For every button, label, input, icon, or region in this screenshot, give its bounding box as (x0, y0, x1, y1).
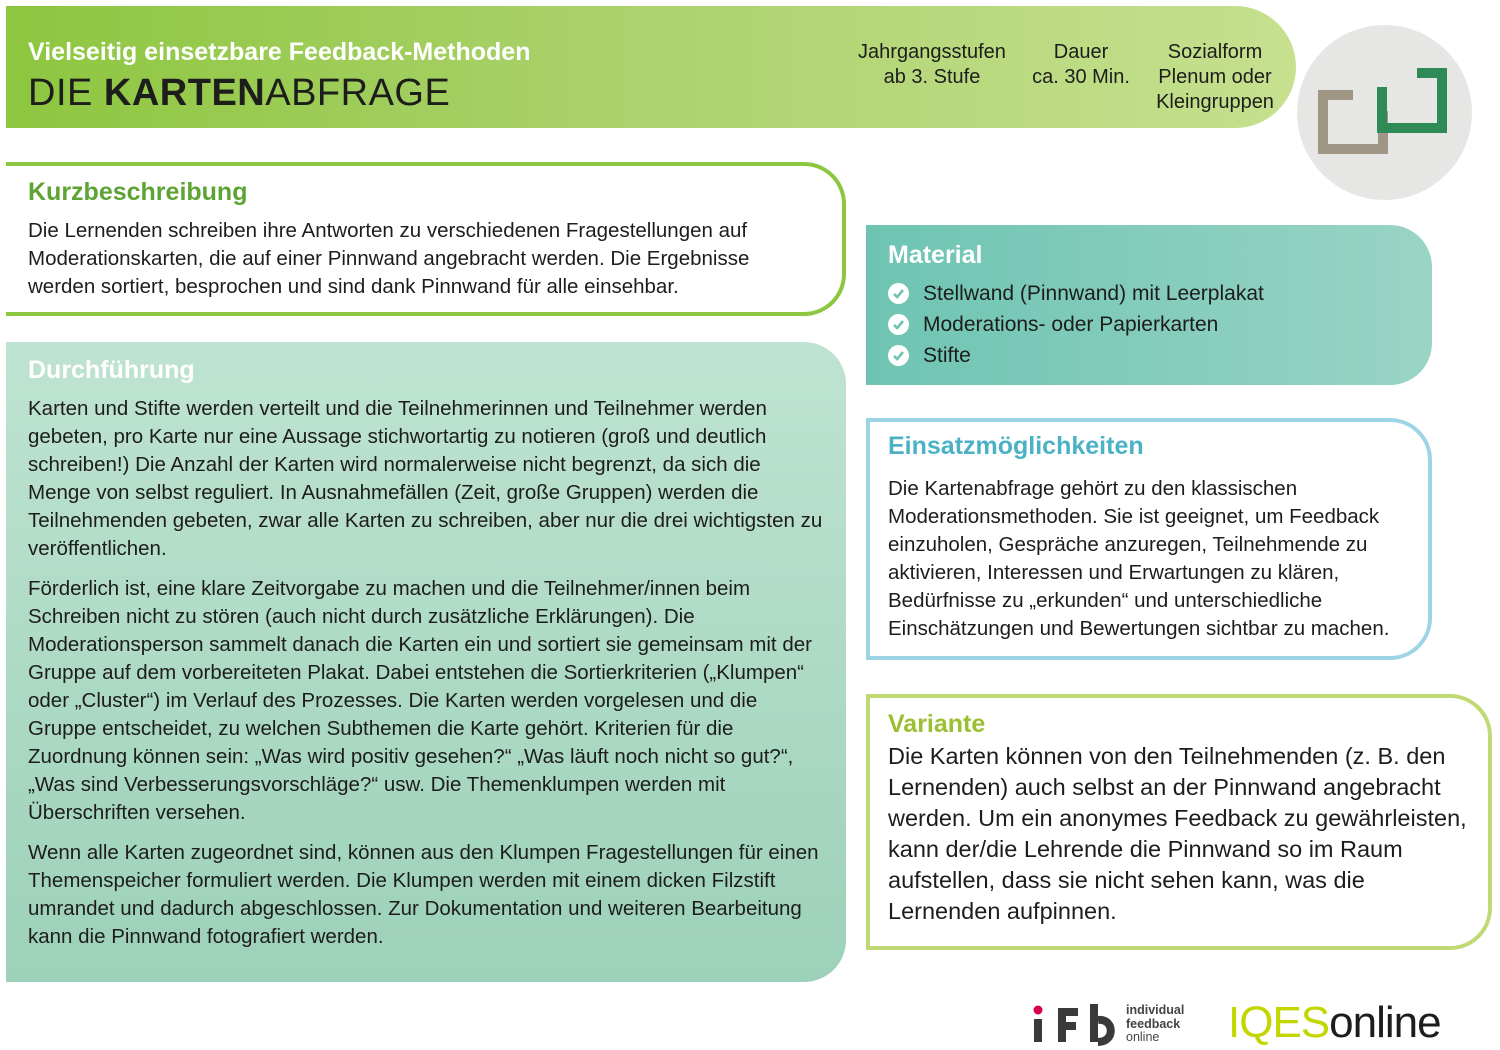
list-item (888, 278, 1412, 309)
meta-value: ab 3. Stufe (883, 66, 981, 88)
check-icon (888, 345, 909, 366)
meta-label: Dauer (1053, 41, 1109, 63)
material-item-label: Stellwand (Pinnwand) mit Leerplakat (923, 281, 1264, 305)
title-bold: KARTEN (103, 72, 266, 114)
variante-text: Die Karten können von den Teilnehmenden (z. B. den Lernenden) auch selbst an der Pinnwand angebracht werden. Um ein anonymes Feedback zu gewährleisten, kann der/die Lehrende die Pinnwand so im Raum aufstellen, dass sie nicht sehen kann, was die Lernenden aufpinnen. (888, 743, 1467, 924)
ifb-word-2: feedback (1126, 1016, 1181, 1031)
header-subtitle: Vielseitig einsetzbare Feedback-Methoden (28, 38, 531, 66)
method-logo (1297, 25, 1472, 200)
meta-label: Jahrgangsstufen (858, 41, 1006, 63)
check-icon (888, 314, 909, 335)
variante-box (866, 694, 1492, 950)
material-list (888, 278, 1412, 371)
durchfuehrung-heading: Durchführung (28, 356, 195, 384)
einsatz-heading: Einsatzmöglichkeiten (888, 432, 1144, 460)
einsatz-text: Die Kartenabfrage gehört zu den klassischen Moderationsmethoden. Sie ist geeignet, um Feedback einzuholen, Gespräche anzuregen, Teilnehmende zu aktivieren, Interessen und Erwartungen zu klären, Bedürfnisse zu „erkunden“ und unterschiedliche Einschätzungen und Bewertungen sichtbar zu machen. (888, 477, 1390, 640)
meta-jahrgangsstufen (846, 40, 1018, 90)
meta-sozialform (1144, 40, 1286, 115)
card-bracket-icon (1297, 25, 1472, 200)
meta-dauer (1022, 40, 1140, 90)
list-item (888, 309, 1412, 340)
page-title (28, 72, 450, 115)
title-suffix: ABFRAGE (265, 72, 451, 114)
iqes-part-1: IQES (1228, 998, 1330, 1047)
kurzbeschreibung-box (6, 162, 846, 316)
einsatz-box (866, 418, 1432, 660)
title-prefix: DIE (28, 72, 104, 114)
material-heading: Material (888, 241, 983, 269)
durchfuehrung-paragraph: Karten und Stifte werden verteilt und die Teilnehmerinnen und Teilnehmer werden gebeten, pro Karte nur eine Aussage stichwortartig zu notieren (groß und deutlich schreiben!) Die Anzahl der Karten wird normalerweise nicht begrenzt, da sich die Menge von selbst reguliert. In Ausnahmefällen (Zeit, große Gruppen) werden die Teilnehmenden gebeten, zwar alle Karten zu schreiben, aber nur die drei wichtigsten zu veröffentlichen. (28, 397, 823, 560)
ifb-word-3: online (1126, 1030, 1160, 1044)
durchfuehrung-box (6, 342, 846, 982)
durchfuehrung-paragraph: Förderlich ist, eine klare Zeitvorgabe zu machen und die Teilnehmer/innen beim Schreiben nicht zu stören (auch nicht durch zusätzliche Erklärungen). Die Moderationsperson sammelt danach die Karten ein und sortiert sie gemeinsam mit der Gruppe auf dem vorbereiteten Plakat. Dabei entstehen die Sortierkriterien („Klumpen“ oder „Cluster“) im Verlauf des Prozesses. Die Karten werden vorgelesen und die Gruppe entscheidet, zu welchen Subthemen die Karte gehört. Kriterien für die Zuordnung können sein: „Was wird positiv gesehen?“ „Was läuft noch nicht so gut?“, „Was sind Verbesserungsvorschläge?“ usw. Die Themenklumpen werden mit Überschriften versehen. (28, 577, 812, 824)
meta-value: Plenum oder (1158, 66, 1272, 88)
material-item-label: Stifte (923, 343, 971, 367)
meta-value: ca. 30 Min. (1032, 66, 1130, 88)
meta-label: Sozialform (1167, 41, 1263, 63)
meta-value-2: Kleingruppen (1156, 91, 1274, 113)
iqes-logo (1228, 998, 1441, 1048)
header-banner (6, 6, 1296, 128)
variante-heading: Variante (888, 710, 986, 738)
kurzbeschreibung-heading: Kurzbeschreibung (28, 178, 248, 206)
list-item (888, 340, 1412, 371)
kurzbeschreibung-text: Die Lernenden schreiben ihre Antworten zu verschiedenen Fragestellungen auf Moderationskarten, die auf einer Pinnwand angebracht werden. Die Ergebnisse werden sortiert, besprochen und sind dank Pinnwand für alle einsehbar. (28, 219, 750, 298)
ifb-word-1: individual (1126, 1003, 1185, 1017)
ifb-logo (1032, 1002, 1122, 1046)
material-item-label: Moderations- oder Papierkarten (923, 312, 1219, 336)
material-box (866, 225, 1432, 385)
durchfuehrung-paragraph: Wenn alle Karten zugeordnet sind, können aus den Klumpen Fragestellungen für einen Themenspeicher formuliert werden. Die Klumpen werden mit einem dicken Filzstift umrandet und dadurch abgeschlossen. Zur Dokumentation und weiteren Bearbeitung kann die Pinnwand fotografiert werden. (28, 841, 819, 948)
check-icon (888, 283, 909, 304)
iqes-part-2: online (1329, 998, 1441, 1047)
ifb-wordmark (1126, 1004, 1184, 1045)
